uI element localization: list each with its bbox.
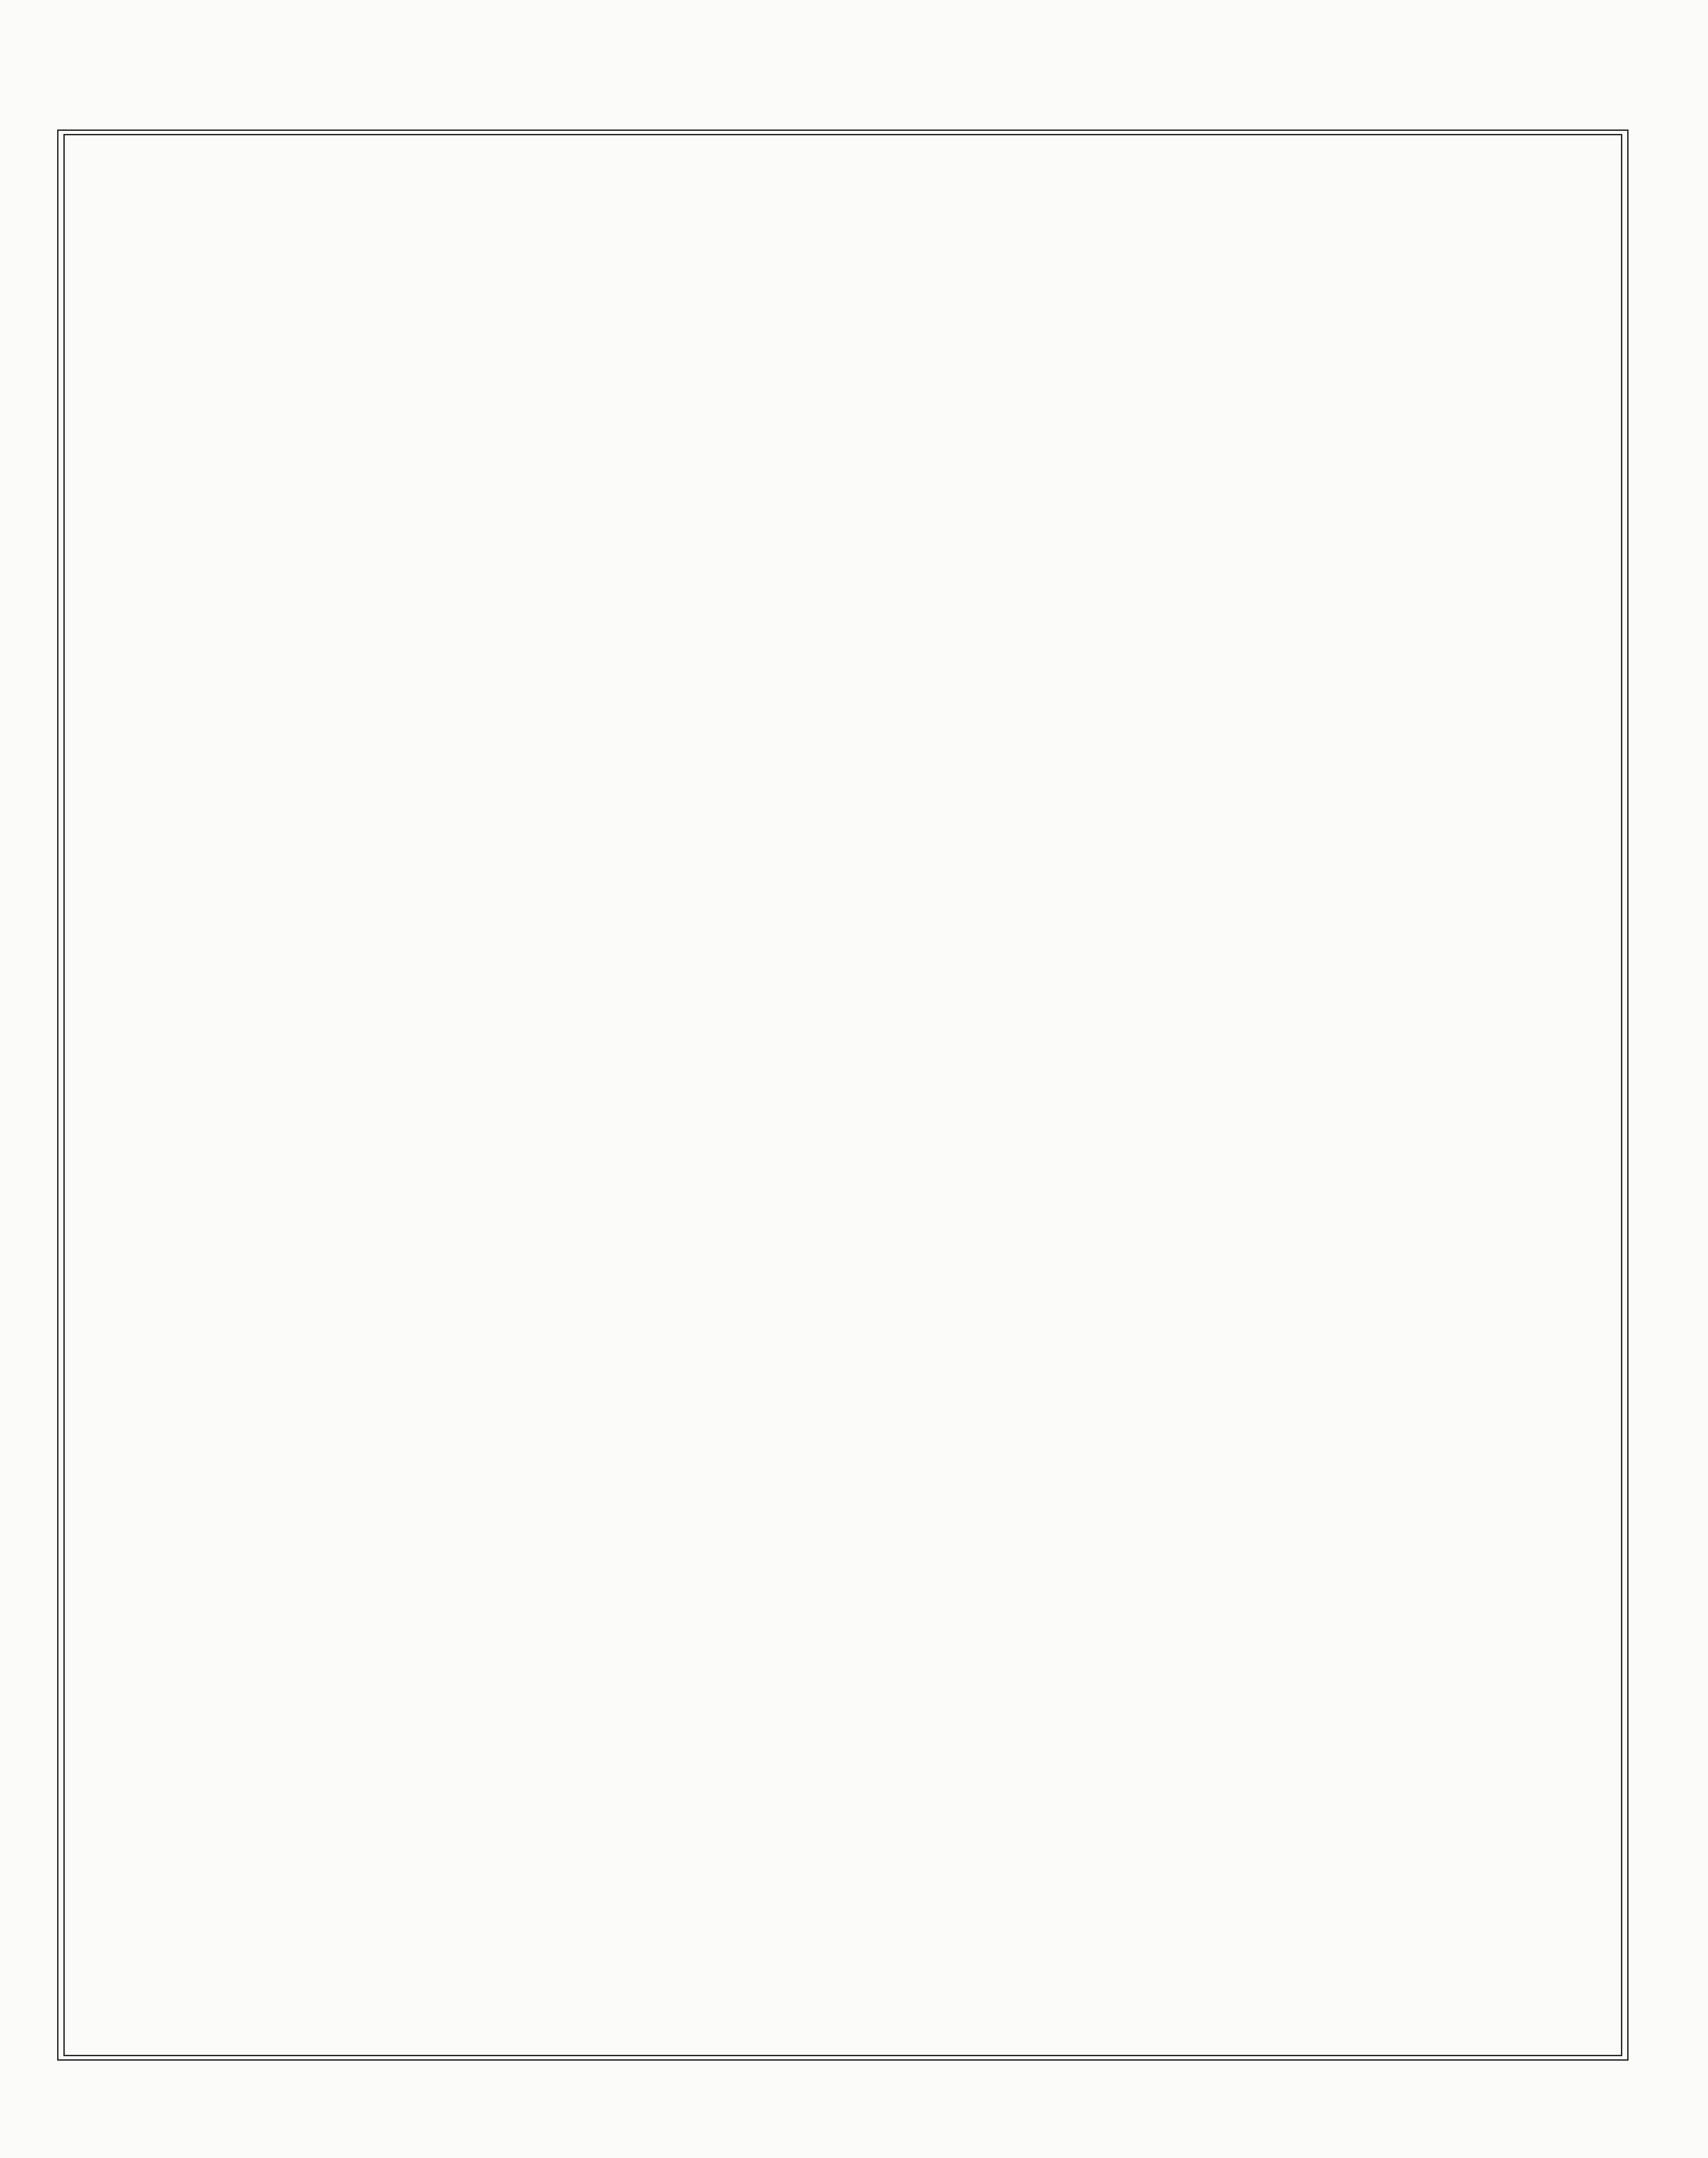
table-inner-frame (63, 134, 1622, 2056)
